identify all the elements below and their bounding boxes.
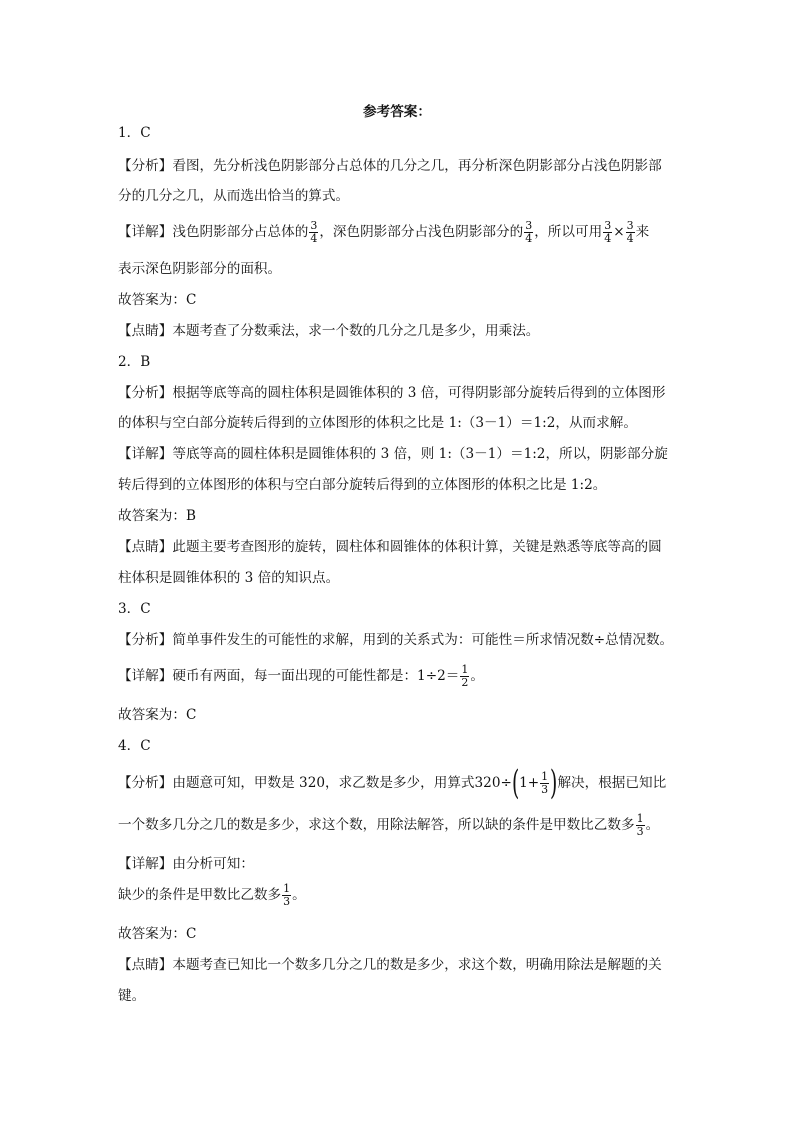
q4-detail-cont	[118, 881, 306, 909]
fraction-denominator: 4	[604, 232, 612, 245]
q2-remark: 【点睛】此题主要考查图形的旋转，圆柱体和圆锥体的体积计算，关键是熟悉等底等高的圆	[118, 539, 662, 555]
page-title: 参考答案：	[363, 104, 431, 120]
q1-analysis-cont: 分的几分之几，从而选出恰当的算式。	[118, 188, 350, 204]
fraction-denominator: 4	[310, 232, 318, 245]
fraction-denominator: 4	[525, 232, 533, 245]
q4-detail2-text-b: 。	[292, 887, 306, 903]
q1-detail-cont: 表示深色阴影部分的面积。	[118, 261, 282, 277]
q1-remark: 【点睛】本题考查了分数乘法，求一个数的几分之几是多少，用乘法。	[118, 323, 540, 339]
times-sign: ×	[613, 224, 625, 240]
q4-analysis2-text-b: 。	[645, 817, 660, 833]
q1-detail-text-d: 来	[635, 224, 650, 240]
q1-fraction-b	[524, 220, 533, 245]
fraction-denominator: 3	[283, 895, 291, 908]
q2-remark-cont: 柱体积是圆锥体积的 3 倍的知识点。	[118, 570, 340, 586]
q4-analysis-text-b: 解决，根据已知比	[557, 775, 667, 791]
q4-analysis-cont	[118, 811, 659, 839]
q1-fraction-d	[626, 220, 635, 245]
q3-fraction	[460, 664, 469, 689]
q1-detail-text-a: 【详解】浅色阴影部分占总体的	[118, 224, 309, 240]
fraction-denominator: 2	[461, 676, 469, 689]
q1-number: 1．C	[118, 125, 151, 141]
q4-remark: 【点睛】本题考查已知比一个数多几分之几的数是多少，求这个数，明确用除法是解题的关	[118, 957, 662, 973]
fraction-numerator: 1	[541, 769, 549, 783]
right-paren: )	[550, 763, 558, 803]
q4-detail2-text-a: 缺少的条件是甲数比乙数多	[118, 887, 282, 903]
expression-sum: 1+	[519, 775, 540, 791]
q1-analysis: 【分析】看图，先分析浅色阴影部分占总体的几分之几，再分析深色阴影部分占浅色阴影部	[118, 158, 662, 174]
q1-detail-text-c: ，所以可用	[534, 224, 603, 240]
q4-answer: 故答案为：C	[118, 926, 197, 942]
q4-number: 4．C	[118, 738, 151, 754]
q3-answer: 故答案为：C	[118, 707, 197, 723]
q4-analysis	[118, 763, 667, 803]
q4-remark-cont: 键。	[118, 988, 146, 1004]
fraction-numerator: 1	[461, 663, 469, 676]
q4-fraction-a	[636, 813, 645, 838]
q1-detail	[118, 218, 649, 246]
q4-analysis2-text-a: 一个数多几分之几的数是多少，求这个数，用除法解答，所以缺的条件是甲数比乙数多	[118, 817, 635, 833]
q1-answer: 故答案为：C	[118, 292, 197, 308]
q2-analysis-cont: 的体积与空白部分旋转后得到的立体图形的体积之比是 1:（3－1）＝1:2，从而求解。	[118, 415, 637, 431]
expression-dividend: 320÷	[474, 775, 512, 791]
q4-fraction-b	[282, 883, 291, 908]
fraction-numerator: 3	[310, 219, 318, 232]
fraction-denominator: 4	[626, 232, 634, 245]
q4-expression	[474, 763, 558, 803]
q4-detail: 【详解】由分析可知：	[118, 856, 254, 872]
q3-number: 3．C	[118, 601, 151, 617]
fraction-numerator: 3	[525, 219, 533, 232]
fraction-denominator: 3	[541, 782, 549, 796]
fraction-numerator: 3	[626, 219, 634, 232]
q2-analysis: 【分析】根据等底等高的圆柱体积是圆锥体积的 3 倍，可得阴影部分旋转后得到的立体图形	[118, 385, 666, 401]
q2-answer: 故答案为：B	[118, 508, 196, 524]
q1-detail-text-b: ，深色阴影部分占浅色阴影部分的	[319, 224, 524, 240]
fraction-numerator: 1	[283, 882, 291, 895]
q4-analysis-text-a: 【分析】由题意可知，甲数是 320，求乙数是多少，用算式	[118, 775, 475, 791]
q1-fraction-a	[309, 220, 318, 245]
fraction-denominator: 3	[636, 825, 644, 838]
q1-fraction-c	[603, 220, 612, 245]
q4-fraction-expr	[540, 771, 549, 796]
q2-number: 2．B	[118, 354, 151, 370]
q3-analysis: 【分析】简单事件发生的可能性的求解，用到的关系式为：可能性＝所求情况数÷总情况数。	[118, 632, 674, 648]
q3-detail	[118, 662, 484, 690]
q2-detail-cont: 转后得到的立体图形的体积与空白部分旋转后得到的立体图形的体积之比是 1:2。	[118, 477, 607, 493]
left-paren: (	[511, 763, 520, 803]
q3-detail-text-a: 【详解】硬币有两面，每一面出现的可能性都是：1÷2＝	[118, 668, 460, 684]
q3-detail-text-b: 。	[470, 668, 484, 684]
fraction-numerator: 3	[604, 219, 612, 232]
q2-detail: 【详解】等底等高的圆柱体积是圆锥体积的 3 倍，则 1:（3－1）＝1:2，所以，阴影部分旋	[118, 446, 668, 462]
fraction-numerator: 1	[636, 812, 644, 825]
